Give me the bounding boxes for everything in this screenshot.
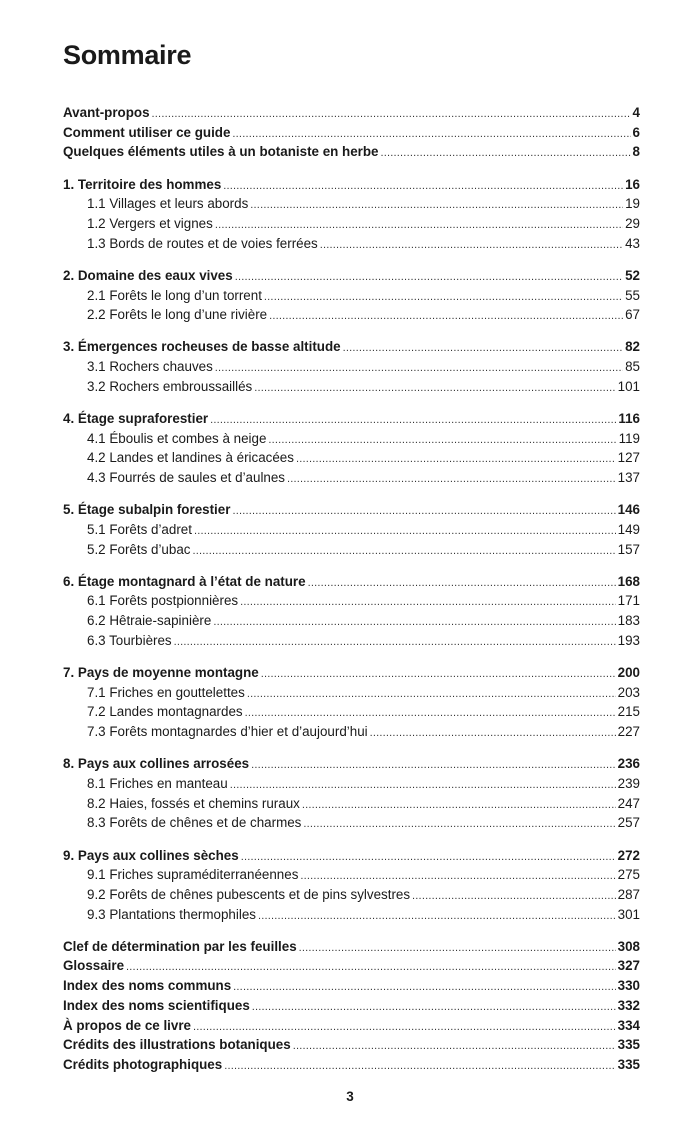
toc-entry[interactable] [63,175,640,195]
toc-section-entry[interactable] [63,905,640,925]
toc-section-entry[interactable] [63,377,640,397]
dot-leader [210,411,616,431]
dot-leader [254,379,615,399]
toc-entry-page: 332 [617,997,640,1013]
toc-entry-title: Glossaire [63,958,125,974]
toc-entry-title: 6.3 Tourbières [87,632,172,648]
toc-entry-page: 272 [617,847,640,863]
toc-section-entry[interactable] [63,305,640,325]
toc-entry-page: 236 [617,756,640,772]
toc-entry-page: 149 [617,521,640,537]
toc-entry-page: 330 [617,978,640,994]
toc-section-entry[interactable] [63,286,640,306]
toc-entry-page: 301 [617,906,640,922]
toc-entry-title: 8.3 Forêts de chênes et de charmes [87,815,302,831]
toc-entry-title: Index des noms scientifiques [63,997,250,1013]
toc-entry[interactable] [63,337,640,357]
dot-leader [412,887,616,907]
toc-entry[interactable] [63,937,640,957]
dot-leader [264,288,623,308]
toc-section-entry[interactable] [63,194,640,214]
toc-entry[interactable] [63,976,640,996]
toc-entry-title: Crédits des illustrations botaniques [63,1037,291,1053]
toc-entry-title: À propos de ce livre [63,1017,191,1033]
toc-entry-title: 3.2 Rochers embroussaillés [87,378,253,394]
toc-entry-page: 137 [617,470,640,485]
toc-entry-title: Comment utiliser ce guide [63,124,231,140]
dot-leader [233,978,615,998]
toc-entry-page: 8 [632,144,640,160]
toc-entry-title: 2.1 Forêts le long d’un torrent [87,287,262,303]
toc-entry-page: 327 [617,958,640,974]
toc-entry-page: 4 [632,105,640,120]
toc-entry-title: Index des noms communs [63,978,232,994]
toc-section-entry[interactable] [63,234,640,254]
toc-entry-page: 335 [617,1037,640,1053]
toc-entry-page: 119 [618,430,640,446]
dot-leader [299,939,616,959]
dot-leader [261,665,616,685]
dot-leader [215,359,623,379]
toc-entry-page: 183 [617,613,640,629]
toc-entry-page: 257 [617,815,640,831]
toc-section-entry[interactable] [63,885,640,905]
toc-entry[interactable] [63,1035,640,1055]
toc-entry-title: 8.2 Haies, fossés et chemins ruraux [87,795,300,811]
toc-entry-page: 127 [617,450,640,466]
toc-entry-page: 43 [625,235,640,251]
toc-entry-page: 52 [625,267,640,283]
toc-entry-title: 4.1 Éboulis et combes à neige [87,430,267,446]
toc-entry[interactable] [63,754,640,774]
dot-leader [269,307,623,327]
dot-leader [232,502,615,522]
toc-entry-page: 146 [617,502,640,518]
page-number: 3 [346,1089,354,1104]
toc-entry-page: 335 [617,1056,640,1072]
toc-entry-title: 2.2 Forêts le long d’une rivière [87,307,268,323]
dot-leader [247,685,616,705]
dot-leader [320,236,623,256]
toc-entry-page: 82 [625,339,640,355]
dot-leader [302,796,616,816]
toc-entry-title: 2. Domaine des eaux vives [63,267,233,283]
dot-leader [194,522,616,542]
dot-leader [235,268,623,288]
toc-entry-title: 5.1 Forêts d’adret [87,521,192,537]
toc-entry-title: 3.1 Rochers chauves [87,359,213,375]
toc-entry-title: 9.1 Friches supraméditerranéennes [87,867,299,883]
dot-leader [213,613,615,633]
dot-leader [252,998,616,1018]
toc-section-entry[interactable] [63,214,640,234]
dot-leader [174,633,616,653]
toc-section-entry[interactable] [63,794,640,814]
toc-entry-page: 67 [625,307,640,323]
toc-entry[interactable] [63,266,640,286]
toc-entry-title: 6.2 Hêtraie-sapinière [87,613,212,629]
toc-entry-page: 193 [617,632,640,648]
toc-entry[interactable] [63,846,640,866]
toc-entry-title: 4.3 Fourrés de saules et d’aulnes [87,470,286,485]
toc-entry-title: 3. Émergences rocheuses de basse altitude [63,339,341,355]
toc-entry-page: 101 [617,378,640,394]
toc-entry-page: 203 [617,684,640,700]
toc-entry-title: 7.3 Forêts montagnardes d’hier et d’aujourd’hui [87,724,368,740]
toc-entry-title: 1.1 Villages et leurs abords [87,196,249,212]
toc-section-entry[interactable] [63,722,640,742]
toc-entry[interactable] [63,103,640,123]
toc-entry[interactable] [63,572,640,592]
toc-entry-page: 200 [617,665,640,680]
dot-leader [250,196,623,216]
toc-entry-title: Clef de détermination par les feuilles [63,938,297,954]
toc-entry-page: 239 [617,775,640,791]
toc-entry[interactable] [63,123,640,143]
toc-section-entry[interactable] [63,540,640,560]
toc-section-entry[interactable] [63,611,640,631]
toc-entry-title: 7.2 Landes montagnardes [87,704,243,720]
dot-leader [192,542,615,562]
toc-section-entry[interactable] [63,683,640,703]
toc-entry-title: 4. Étage supraforestier [63,410,209,426]
toc-entry-page: 157 [617,541,640,557]
toc-entry-page: 334 [617,1017,640,1033]
dot-leader [296,450,616,470]
toc-section-entry[interactable] [63,813,640,833]
toc-entry-title: 9.3 Plantations thermophiles [87,906,256,922]
toc-section-entry[interactable] [63,702,640,722]
toc-section-entry[interactable] [63,631,640,651]
dot-leader [224,1057,615,1077]
toc-section-entry[interactable] [63,520,640,540]
toc-entry-title: 1.2 Vergers et vignes [87,215,213,231]
dot-leader [287,470,616,490]
toc-entry-page: 227 [617,724,640,740]
dot-leader [303,815,615,835]
toc-entry-title: 9.2 Forêts de chênes pubescents et de pins sylvestres [87,886,411,902]
dot-leader [308,574,616,594]
toc-entry-page: 19 [625,196,640,212]
toc-section-entry[interactable] [63,448,640,468]
toc-section-entry[interactable] [63,591,640,611]
page-title: Sommaire [63,40,192,70]
toc-entry-page: 29 [625,215,640,231]
toc-entry-page: 116 [618,410,640,426]
toc-entry-page: 168 [617,573,640,589]
toc-entry-page: 215 [617,704,640,720]
toc-entry[interactable] [63,956,640,976]
toc-section-entry[interactable] [63,429,640,449]
toc-entry[interactable] [63,142,640,162]
toc-entry-title: 7.1 Friches en gouttelettes [87,684,245,700]
toc-entry-page: 275 [617,867,640,883]
toc-entry[interactable] [63,1016,640,1036]
toc-entry-title: Crédits photographiques [63,1056,223,1072]
toc-entry-title: 1.3 Bords de routes et de voies ferrées [87,235,318,251]
toc-entry-page: 287 [617,886,640,902]
toc-entry-title: 9. Pays aux collines sèches [63,847,239,863]
toc-entry[interactable] [63,1055,640,1075]
toc-section-entry[interactable] [63,774,640,794]
toc-entry-page: 16 [625,176,640,192]
dot-leader [258,907,616,927]
toc-entry-title: 6.1 Forêts postpionnières [87,593,239,609]
toc-entry-title: 5.2 Forêts d’ubac [87,541,191,557]
dot-leader [293,1037,616,1057]
dot-leader [268,431,616,451]
table-of-contents [63,103,640,1075]
toc-section-entry[interactable] [63,468,640,488]
dot-leader [223,177,623,197]
toc-entry-title: 7. Pays de moyenne montagne [63,665,259,680]
toc-entry-title: 8. Pays aux collines arrosées [63,756,250,772]
dot-leader [370,724,616,744]
toc-entry-page: 6 [632,124,640,140]
toc-entry-title: 8.1 Friches en manteau [87,775,228,791]
toc-entry-page: 55 [625,287,640,303]
toc-entry-page: 247 [617,795,640,811]
toc-entry-page: 85 [625,359,640,375]
toc-entry-page: 171 [617,593,640,609]
dot-leader [251,756,616,776]
toc-entry[interactable] [63,996,640,1016]
dot-leader [240,593,616,613]
toc-entry[interactable] [63,663,640,683]
toc-entry-title: Avant-propos [63,105,150,120]
dot-leader [343,339,623,359]
toc-section-entry[interactable] [63,357,640,377]
toc-entry-title: 5. Étage subalpin forestier [63,502,231,518]
toc-entry-title: 6. Étage montagnard à l’état de nature [63,573,306,589]
toc-entry-page: 308 [617,938,640,954]
toc-entry[interactable] [63,500,640,520]
dot-leader [381,144,631,164]
toc-entry[interactable] [63,409,640,429]
toc-entry-title: Quelques éléments utiles à un botaniste en herbe [63,144,379,160]
toc-entry-title: 1. Territoire des hommes [63,176,222,192]
toc-entry-title: 4.2 Landes et landines à éricacées [87,450,294,466]
toc-section-entry[interactable] [63,865,640,885]
